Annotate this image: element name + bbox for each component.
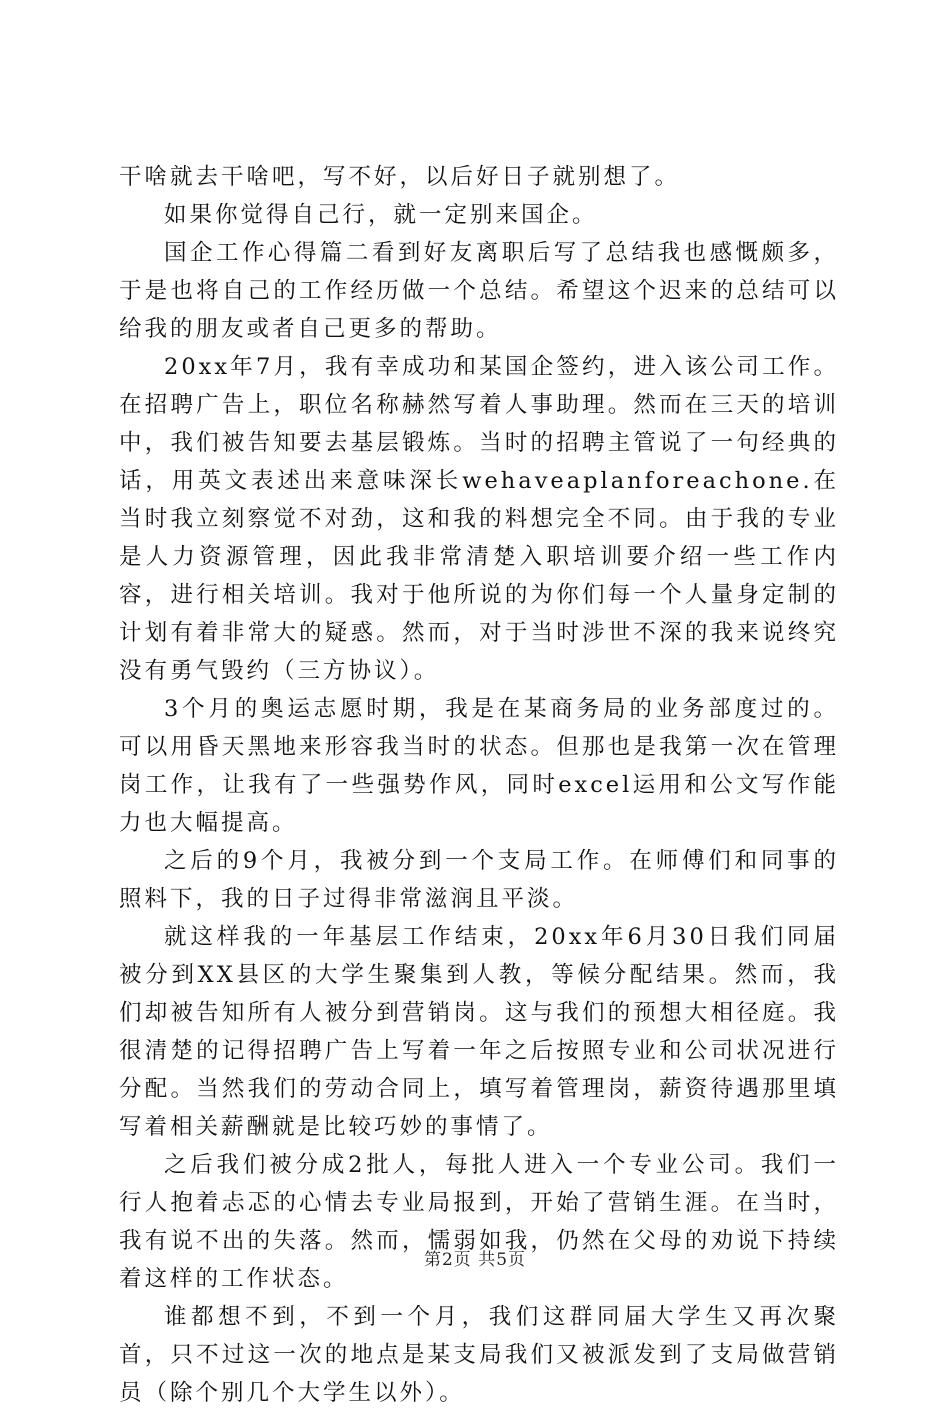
paragraph: 20xx年7月，我有幸成功和某国企签约，进入该公司工作。在招聘广告上，职位名称赫然写着人事助理。然而在三天的培训中，我们被告知要去基层锻炼。当时的招聘主管说了一句经典的话，用英文表述出来意味深长wehaveaplanforeachone.在当时我立刻察觉不对劲，这和我的料想完全不同。由于我的专业是人力资源管理，因此我非常清楚入职培训要介绍一些工作内容，进行相关培训。我对于他所说的为你们每一个人量身定制的计划有着非常大的疑惑。然而，对于当时涉世不深的我来说终究没有勇气毁约（三方协议）。 xyxy=(119,354,839,684)
paragraph: 3个月的奥运志愿时期，我是在某商务局的业务部度过的。可以用昏天黑地来形容我当时的状态。但那也是我第一次在管理岗工作，让我有了一些强势作风，同时excel运用和公文写作能力也大幅提高。 xyxy=(119,696,839,836)
paragraph-continuation: 干啥就去干啥吧，写不好，以后好日子就别想了。 xyxy=(119,164,681,190)
document-body xyxy=(119,158,839,1412)
paragraph: 国企工作心得篇二看到好友离职后写了总结我也感慨颇多，于是也将自己的工作经历做一个总结。希望这个迟来的总结可以给我的朋友或者自己更多的帮助。 xyxy=(119,240,839,342)
page-footer: 第2页 共5页 xyxy=(423,1250,527,1270)
paragraph: 之后的9个月，我被分到一个支局工作。在师傅们和同事的照料下，我的日子过得非常滋润且平淡。 xyxy=(119,848,839,912)
paragraph: 谁都想不到，不到一个月，我们这群同届大学生又再次聚首，只不过这一次的地点是某支局我们又被派发到了支局做营销员（除个别几个大学生以外）。 xyxy=(119,1304,839,1406)
paragraph: 就这样我的一年基层工作结束，20xx年6月30日我们同届被分到XX县区的大学生聚集到人教，等候分配结果。然而，我们却被告知所有人被分到营销岗。这与我们的预想大相径庭。我很清楚的记得招聘广告上写着一年之后按照专业和公司状况进行分配。当然我们的劳动合同上，填写着管理岗，薪资待遇那里填写着相关薪酬就是比较巧妙的事情了。 xyxy=(119,924,839,1140)
paragraph: 如果你觉得自己行，就一定别来国企。 xyxy=(164,202,598,228)
paragraph: 之后我们被分成2批人，每批人进入一个专业公司。我们一行人抱着忐忑的心情去专业局报到，开始了营销生涯。在当时，我有说不出的失落。然而，懦弱如我，仍然在父母的劝说下持续着这样的工作状态。 xyxy=(119,1152,839,1292)
